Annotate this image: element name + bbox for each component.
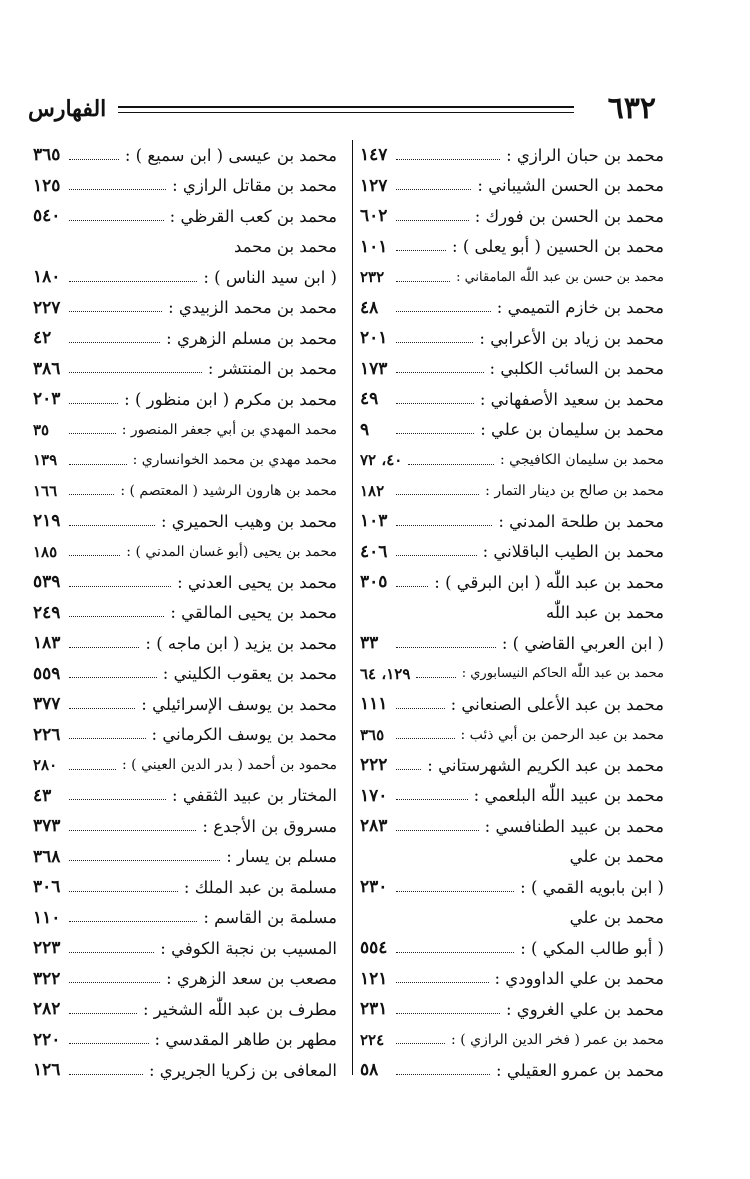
index-entry (360, 293, 664, 324)
entry-page-number: ٣٧٧ (33, 694, 61, 715)
entry-name: محمد بن يزيد ( ابن ماجه ) : (145, 633, 337, 653)
column-divider (352, 140, 353, 1075)
entry-page-number: ٤٠، ٧٢ (360, 451, 403, 470)
entry-name: محمد بن كعب القرظي : (169, 206, 337, 226)
entry-name: محمد بن عبد الأعلى الصنعاني : (450, 694, 664, 714)
entry-page-number: ٢٣١ (360, 999, 388, 1020)
dot-leader (416, 677, 455, 678)
dot-leader (69, 494, 114, 495)
index-entry (33, 201, 337, 232)
dot-leader (69, 342, 160, 343)
entry-name: محمد بن الحسن بن فورك : (474, 206, 664, 226)
index-entry (33, 1025, 337, 1056)
entry-page-number: ٢٢٢ (360, 755, 388, 776)
entry-name: محمد بن عبيد الطنافسي : (484, 816, 664, 836)
index-entry (360, 903, 664, 934)
entry-page-number: ٥٨ (360, 1060, 379, 1081)
entry-page-number: ١٢١ (360, 968, 388, 989)
dot-leader (396, 708, 445, 709)
index-entry (360, 445, 664, 476)
entry-page-number: ٣٠٥ (360, 572, 388, 593)
entry-name: محمد بن مسلم الزهري : (166, 328, 337, 348)
entry-name: ( ابن العربي القاضي ) : (501, 633, 664, 653)
entry-name: المسيب بن نجبة الكوفي : (160, 938, 337, 958)
entry-page-number: ١٠١ (360, 236, 388, 257)
entry-page-number: ٢٢٦ (33, 724, 61, 745)
entry-page-number: ١٨٠ (33, 267, 61, 288)
index-entry (360, 171, 664, 202)
index-entry (360, 628, 664, 659)
dot-leader (69, 891, 178, 892)
index-entry (360, 140, 664, 171)
entry-name: محمد بن الطيب الباقلاني : (482, 542, 664, 562)
index-entry (360, 1025, 664, 1056)
entry-name: محمد بن سليمان بن علي : (480, 420, 664, 440)
entry-page-number: ٢٢٠ (33, 1029, 61, 1050)
entry-page-number: ٣٦٥ (360, 725, 385, 744)
dot-leader (69, 189, 166, 190)
index-entry (33, 415, 337, 446)
entry-name: محمد بن هارون الرشيد ( المعتصم ) : (120, 482, 337, 499)
index-entry (33, 903, 337, 934)
index-entry (360, 384, 664, 415)
entry-page-number: ٢٤٩ (33, 602, 61, 623)
dot-leader (396, 1074, 490, 1075)
dot-leader (408, 464, 494, 465)
index-entry (33, 506, 337, 537)
entry-name: محمد بن يحيى المالقي : (170, 603, 337, 623)
dot-leader (69, 433, 116, 434)
dot-leader (396, 555, 477, 556)
entry-name: محمد بن الحسن الشيباني : (477, 176, 664, 196)
dot-leader (69, 403, 118, 404)
dot-leader (69, 616, 164, 617)
index-entry (33, 171, 337, 202)
entry-page-number: ٣٥ (33, 420, 50, 439)
index-column-right (360, 140, 664, 1086)
index-entry (33, 598, 337, 629)
dot-leader (69, 921, 197, 922)
entry-name: محمد بن زياد بن الأعرابي : (479, 328, 664, 348)
index-column-left (33, 140, 337, 1086)
dot-leader (69, 647, 139, 648)
dot-leader (396, 372, 484, 373)
entry-page-number: ١٢٩، ٦٤ (360, 664, 411, 683)
dot-leader (69, 769, 116, 770)
entry-name: محمد بن عبد اللّٰه الحاكم النيسابوري : (461, 666, 664, 682)
index-entry (33, 293, 337, 324)
index-entry (360, 750, 664, 781)
index-entry (33, 750, 337, 781)
entry-name: محمد بن عمرو العقيلي : (496, 1060, 664, 1080)
dot-leader (69, 525, 155, 526)
index-entry (360, 964, 664, 995)
entry-name: محمد بن السائب الكلبي : (489, 359, 664, 379)
index-entry (33, 1055, 337, 1086)
index-entry (360, 201, 664, 232)
entry-name: محمد مهدي بن محمد الخوانساري : (132, 452, 337, 469)
dot-leader (396, 1043, 445, 1044)
entry-name: محمد بن عبد اللّٰه ( ابن البرقي ) : (434, 572, 664, 592)
entry-name: مطرف بن عبد اللّٰه الشخير : (143, 999, 337, 1019)
entry-name: ( ابن بابويه القمي ) : (520, 877, 664, 897)
entry-name: محمد بن علي (569, 908, 664, 928)
dot-leader (396, 250, 446, 251)
dot-leader (69, 159, 119, 160)
entry-page-number: ٣٢٢ (33, 968, 61, 989)
index-entry (33, 781, 337, 812)
index-entry (33, 689, 337, 720)
entry-name: محمد بن خازم التميمي : (496, 298, 664, 318)
index-entry (360, 262, 664, 293)
index-entry (360, 659, 664, 690)
dot-leader (396, 982, 489, 983)
index-entry (360, 811, 664, 842)
index-entry (360, 689, 664, 720)
dot-leader (69, 311, 162, 312)
running-title: الفهارس (28, 96, 107, 122)
entry-name: محمد بن عبد اللّٰه (546, 603, 664, 623)
entry-page-number: ٣٧٣ (33, 816, 61, 837)
index-entry (360, 720, 664, 751)
entry-page-number: ٣٨٦ (33, 358, 61, 379)
entry-page-number: ٥٥٤ (360, 938, 388, 959)
entry-name: محمد بن عمر ( فخر الدين الرازي ) : (451, 1031, 664, 1048)
entry-name: محمد بن يوسف الكرماني : (151, 725, 337, 745)
entry-name: ( أبو طالب المكي ) : (520, 938, 664, 958)
entry-name: محمد بن محمد (233, 237, 337, 257)
entry-name: محمد بن يحيى العدني : (177, 572, 337, 592)
dot-leader (69, 586, 171, 587)
index-entry (360, 567, 664, 598)
dot-leader (396, 738, 455, 739)
index-entry (360, 994, 664, 1025)
entry-name: محمد المهدي بن أبي جعفر المنصور : (121, 421, 337, 438)
entry-page-number: ١٧٣ (360, 358, 388, 379)
index-entry (360, 842, 664, 873)
index-entry (33, 323, 337, 354)
entry-page-number: ٢٢٧ (33, 297, 61, 318)
index-entry (33, 964, 337, 995)
entry-page-number: ٤٢ (33, 328, 52, 349)
dot-leader (396, 159, 500, 160)
index-entry (33, 872, 337, 903)
index-entry (33, 476, 337, 507)
dot-leader (69, 677, 157, 678)
entry-page-number: ٣٠٦ (33, 877, 61, 898)
entry-page-number: ٤٨ (360, 297, 379, 318)
dot-leader (396, 403, 474, 404)
entry-page-number: ١٢٥ (33, 175, 61, 196)
dot-leader (69, 281, 197, 282)
entry-page-number: ٢٣٠ (360, 877, 388, 898)
entry-name: محمد بن حبان الرازي : (506, 145, 664, 165)
index-entry (33, 262, 337, 293)
dot-leader (396, 525, 492, 526)
index-entry (33, 811, 337, 842)
entry-page-number: ٤٣ (33, 785, 52, 806)
entry-name: محمد بن يوسف الإسرائيلي : (141, 694, 337, 714)
dot-leader (69, 799, 166, 800)
entry-name: المعافى بن زكريا الجريري : (149, 1060, 337, 1080)
entry-name: محمد بن محمد الزبيدي : (168, 298, 337, 318)
entry-page-number: ٢٠٣ (33, 389, 61, 410)
entry-name: محمود بن أحمد ( بدر الدين العيني ) : (122, 757, 337, 774)
index-entry (33, 567, 337, 598)
entry-page-number: ٤٩ (360, 389, 379, 410)
entry-page-number: ١٦٦ (33, 481, 58, 500)
index-entry (33, 140, 337, 171)
dot-leader (69, 1013, 137, 1014)
entry-page-number: ٣٣ (360, 633, 379, 654)
dot-leader (69, 860, 220, 861)
dot-leader (396, 281, 450, 282)
entry-page-number: ١٧٠ (360, 785, 388, 806)
entry-page-number: ٢٨٠ (33, 756, 58, 775)
dot-leader (396, 189, 471, 190)
entry-name: محمد بن مقاتل الرازي : (172, 176, 337, 196)
index-entry (33, 537, 337, 568)
index-entry (33, 628, 337, 659)
index-entry (360, 354, 664, 385)
index-entry (360, 476, 664, 507)
dot-leader (69, 1043, 149, 1044)
entry-page-number: ٤٠٦ (360, 541, 388, 562)
index-entry (360, 323, 664, 354)
dot-leader (396, 1013, 500, 1014)
page-number: ٦٣٢ (607, 91, 656, 126)
index-entry (33, 994, 337, 1025)
dot-leader (396, 799, 468, 800)
entry-page-number: ٩ (360, 419, 370, 440)
index-entry (360, 506, 664, 537)
entry-page-number: ١٨٢ (360, 481, 385, 500)
dot-leader (69, 952, 154, 953)
dot-leader (69, 708, 135, 709)
dot-leader (396, 769, 421, 770)
entry-name: محمد بن يحيى (أبو غسان المدني ) : (126, 543, 337, 560)
index-entry (33, 659, 337, 690)
dot-leader (69, 555, 120, 556)
entry-name: مسلمة بن عبد الملك : (183, 877, 337, 897)
entry-page-number: ٢٨٣ (360, 816, 388, 837)
header-rule (118, 106, 574, 108)
entry-page-number: ٦٠٢ (360, 206, 388, 227)
entry-name: مسروق بن الأجدع : (202, 816, 337, 836)
entry-page-number: ٢٠١ (360, 328, 388, 349)
index-entry (33, 445, 337, 476)
index-entry (360, 933, 664, 964)
dot-leader (396, 494, 479, 495)
entry-page-number: ١١٠ (33, 907, 61, 928)
entry-name: محمد بن يعقوب الكليني : (162, 664, 337, 684)
entry-name: ( ابن سيد الناس ) : (203, 267, 337, 287)
entry-page-number: ٥٥٩ (33, 663, 61, 684)
entry-name: محمد بن عبد الكريم الشهرستاني : (427, 755, 664, 775)
entry-name: المختار بن عبيد الثقفي : (172, 786, 337, 806)
entry-page-number: ٥٤٠ (33, 206, 61, 227)
entry-name: مسلمة بن القاسم : (203, 908, 337, 928)
dot-leader (396, 952, 514, 953)
entry-page-number: ٢٣٢ (360, 268, 385, 287)
entry-name: محمد بن علي الداوودي : (494, 969, 664, 989)
entry-name: محمد بن سليمان الكافيجي : (499, 452, 664, 469)
index-entry (33, 384, 337, 415)
entry-name: محمد بن عبيد اللّٰه البلعمي : (473, 786, 664, 806)
entry-name: محمد بن حسن بن عبد اللّٰه المامقاني : (456, 269, 664, 285)
entry-page-number: ١٨٥ (33, 542, 58, 561)
entry-page-number: ٢٢٣ (33, 938, 61, 959)
entry-name: محمد بن صالح بن دينار التمار : (485, 482, 664, 499)
entry-page-number: ١٢٦ (33, 1060, 61, 1081)
page-header (28, 92, 656, 128)
entry-name: محمد بن علي (569, 847, 664, 867)
entry-name: محمد بن عبد الرحمن بن أبي ذئب : (460, 726, 664, 743)
entry-page-number: ٢٨٢ (33, 999, 61, 1020)
dot-leader (396, 647, 496, 648)
entry-name: محمد بن الحسين ( أبو يعلى ) : (452, 237, 664, 257)
entry-page-number: ١٣٩ (33, 451, 58, 470)
entry-name: مسلم بن يسار : (226, 847, 337, 867)
entry-name: محمد بن وهيب الحميري : (160, 511, 337, 531)
index-entry (33, 232, 337, 263)
entry-name: محمد بن مكرم ( ابن منظور ) : (124, 389, 337, 409)
dot-leader (69, 738, 146, 739)
entry-name: محمد بن علي الغروي : (506, 999, 664, 1019)
index-entry (33, 933, 337, 964)
entry-name: محمد بن عيسى ( ابن سميع ) : (124, 145, 337, 165)
dot-leader (69, 1074, 143, 1075)
dot-leader (396, 586, 428, 587)
index-entry (360, 415, 664, 446)
entry-name: مصعب بن سعد الزهري : (166, 969, 337, 989)
entry-page-number: ١٤٧ (360, 145, 388, 166)
entry-name: محمد بن سعيد الأصفهاني : (479, 389, 664, 409)
dot-leader (69, 982, 160, 983)
index-entry (33, 354, 337, 385)
entry-page-number: ٣٦٥ (33, 145, 61, 166)
header-rule-thin (118, 112, 574, 113)
index-entry (360, 872, 664, 903)
entry-page-number: ١١١ (360, 694, 388, 715)
dot-leader (69, 464, 127, 465)
entry-page-number: ١٨٣ (33, 633, 61, 654)
entry-name: محمد بن المنتشر : (207, 359, 337, 379)
entry-name: مطهر بن طاهر المقدسي : (154, 1030, 337, 1050)
dot-leader (396, 830, 479, 831)
dot-leader (396, 342, 473, 343)
dot-leader (396, 433, 474, 434)
entry-name: محمد بن طلحة المدني : (498, 511, 664, 531)
entry-page-number: ١٠٣ (360, 511, 388, 532)
dot-leader (69, 220, 164, 221)
index-entry (33, 720, 337, 751)
index-entry (360, 232, 664, 263)
index-entry (360, 598, 664, 629)
index-entry (360, 537, 664, 568)
dot-leader (69, 372, 202, 373)
dot-leader (396, 311, 491, 312)
entry-page-number: ٣٦٨ (33, 846, 61, 867)
entry-page-number: ٥٣٩ (33, 572, 61, 593)
dot-leader (396, 891, 514, 892)
index-entry (33, 842, 337, 873)
entry-page-number: ١٢٧ (360, 175, 388, 196)
dot-leader (396, 220, 469, 221)
index-entry (360, 781, 664, 812)
entry-page-number: ٢٢٤ (360, 1030, 385, 1049)
index-entry (360, 1055, 664, 1086)
dot-leader (69, 830, 196, 831)
entry-page-number: ٢١٩ (33, 511, 61, 532)
